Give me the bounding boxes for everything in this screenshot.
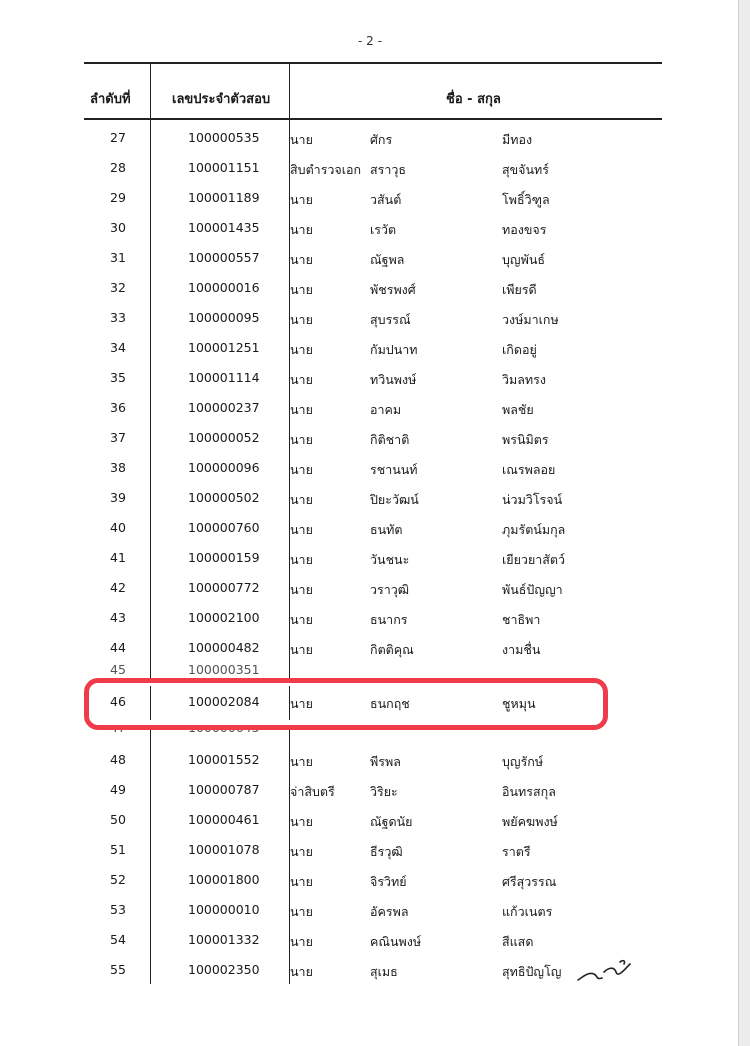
cell-title: นาย xyxy=(290,252,313,267)
page-number: - 2 - xyxy=(358,34,382,48)
cell-last-name: เยียวยาสัตว์ xyxy=(502,552,566,567)
table-row xyxy=(0,574,738,604)
cell-title: นาย xyxy=(290,754,313,769)
cell-title: นาย xyxy=(290,934,313,949)
cell-title: นาย xyxy=(290,372,313,387)
cell-first-name: ทวินพงษ์ xyxy=(370,372,417,387)
cell-title: นาย xyxy=(290,582,313,597)
cell-last-name: สีแสด xyxy=(502,934,534,949)
cell-last-name: พรนิมิตร xyxy=(502,432,549,447)
cell-no: 49 xyxy=(110,782,126,797)
cell-id: 100002084 xyxy=(188,694,260,709)
cell-title: นาย xyxy=(290,552,313,567)
cell-title: นาย xyxy=(290,462,313,477)
cell-no: 38 xyxy=(110,460,126,475)
cell-id: 100000557 xyxy=(188,250,260,265)
cell-first-name: คณินพงษ์ xyxy=(370,934,422,949)
cell-first-name: จิรวิทย์ xyxy=(370,874,407,889)
cell-first-name: กิติชาติ xyxy=(370,432,410,447)
cell-id: 100001800 xyxy=(188,872,260,887)
table-row xyxy=(0,214,738,244)
cell-last-name: ศรีสุวรรณ xyxy=(502,874,557,889)
table-row xyxy=(0,896,738,926)
cell-no: 28 xyxy=(110,160,126,175)
cell-title: นาย xyxy=(290,132,313,147)
highlighted-row xyxy=(0,688,738,718)
cell-title: นาย xyxy=(290,492,313,507)
cell-no: 44 xyxy=(110,640,126,655)
cell-id: 100001189 xyxy=(188,190,260,205)
cell-no: 48 xyxy=(110,752,126,767)
cell-title: นาย xyxy=(290,282,313,297)
cell-id: 100001151 xyxy=(188,160,260,175)
table-row xyxy=(0,776,738,806)
table-row xyxy=(0,274,738,304)
cell-no: 34 xyxy=(110,340,126,355)
cell-last-name: อินทรสกุล xyxy=(502,784,556,799)
cell-last-name: บุญรักษ์ xyxy=(502,754,544,769)
cell-last-name: งามชื่น xyxy=(502,642,541,657)
cell-id: 100000535 xyxy=(188,130,260,145)
cell-no: 40 xyxy=(110,520,126,535)
cell-first-name: ธนกฤช xyxy=(370,696,410,711)
cell-first-name: พัชรพงศ์ xyxy=(370,282,416,297)
cell-no: 54 xyxy=(110,932,126,947)
cell-id: 100001552 xyxy=(188,752,260,767)
table-row xyxy=(0,184,738,214)
cell-title: นาย xyxy=(290,432,313,447)
table-top-rule xyxy=(84,62,662,64)
cell-last-name: สุขจันทร์ xyxy=(502,162,549,177)
cell-title: จ่าสิบตรี xyxy=(290,784,335,799)
cell-id: 100000502 xyxy=(188,490,260,505)
cell-id: 100001114 xyxy=(188,370,260,385)
cell-no: 51 xyxy=(110,842,126,857)
cell-no: 30 xyxy=(110,220,126,235)
cell-title: นาย xyxy=(290,964,313,979)
cell-no: 31 xyxy=(110,250,126,265)
cell-last-name: น่วมวิโรจน์ xyxy=(502,492,563,507)
cell-no: 41 xyxy=(110,550,126,565)
cell-last-name: ทองขจร xyxy=(502,222,547,237)
cell-id: 100000010 xyxy=(188,902,260,917)
cell-id: 100001435 xyxy=(188,220,260,235)
header-no: ลำดับที่ xyxy=(90,92,131,107)
cell-no: 36 xyxy=(110,400,126,415)
cell-no: 50 xyxy=(110,812,126,827)
cell-last-name: แก้วเนตร xyxy=(502,904,553,919)
cell-title: นาย xyxy=(290,222,313,237)
cell-title: นาย xyxy=(290,522,313,537)
cell-no: 52 xyxy=(110,872,126,887)
cell-title: นาย xyxy=(290,402,313,417)
cell-id: 100001078 xyxy=(188,842,260,857)
cell-id: 100002350 xyxy=(188,962,260,977)
cell-title: นาย xyxy=(290,814,313,829)
cell-title: นาย xyxy=(290,874,313,889)
cell-id: 100002100 xyxy=(188,610,260,625)
cell-no: 29 xyxy=(110,190,126,205)
table-row xyxy=(0,244,738,274)
highlight-divider-2 xyxy=(289,686,290,720)
cell-last-name: โพธิ์วิฑูล xyxy=(502,192,550,207)
cell-id: 100000760 xyxy=(188,520,260,535)
cell-first-name: ศักร xyxy=(370,132,393,147)
cell-id: 100000787 xyxy=(188,782,260,797)
cell-first-name: สุบรรณ์ xyxy=(370,312,411,327)
cell-last-name: พลชัย xyxy=(502,402,534,417)
cell-no: 39 xyxy=(110,490,126,505)
table-header-rule xyxy=(84,118,662,120)
cell-first-name: ณัฐพล xyxy=(370,252,405,267)
cell-no: 27 xyxy=(110,130,126,145)
table-row xyxy=(0,604,738,634)
table-row xyxy=(0,484,738,514)
cell-id: 100000016 xyxy=(188,280,260,295)
cell-no: 32 xyxy=(110,280,126,295)
header-name: ชื่อ - สกุล xyxy=(446,92,501,107)
cell-no: 42 xyxy=(110,580,126,595)
table-row xyxy=(0,454,738,484)
cell-first-name: วสันต์ xyxy=(370,192,402,207)
cell-first-name: อัครพล xyxy=(370,904,409,919)
cell-first-name: สุเมธ xyxy=(370,964,398,979)
header-id: เลขประจำตัวสอบ xyxy=(172,92,271,107)
cell-first-name: วิริยะ xyxy=(370,784,398,799)
cell-id: 100000096 xyxy=(188,460,260,475)
signature-mark xyxy=(574,950,636,990)
table-row xyxy=(0,514,738,544)
cell-first-name: เรวัต xyxy=(370,222,397,237)
cell-last-name: ชาธิพา xyxy=(502,612,541,627)
table-row xyxy=(0,424,738,454)
table-row xyxy=(0,544,738,574)
table-row xyxy=(0,154,738,184)
cell-first-name: ณัฐดนัย xyxy=(370,814,413,829)
highlight-divider-1 xyxy=(150,686,151,720)
cell-last-name: เณรพลอย xyxy=(502,462,556,477)
cell-first-name: อาคม xyxy=(370,402,402,417)
cell-first-name: วันชนะ xyxy=(370,552,410,567)
cell-last-name: ชูหมุน xyxy=(502,696,536,711)
table-row xyxy=(0,334,738,364)
table-row xyxy=(0,394,738,424)
cell-first-name: สราวุธ xyxy=(370,162,407,177)
cell-last-name: เกิดอยู่ xyxy=(502,342,537,357)
table-row xyxy=(0,866,738,896)
cell-no: 53 xyxy=(110,902,126,917)
cell-title: นาย xyxy=(290,342,313,357)
cell-title: นาย xyxy=(290,642,313,657)
cell-title: สิบตำรวจเอก xyxy=(290,162,362,177)
cell-first-name: ปิยะวัฒน์ xyxy=(370,492,419,507)
table-row xyxy=(0,806,738,836)
cell-first-name: กัมปนาท xyxy=(370,342,418,357)
cell-id: 100000461 xyxy=(188,812,260,827)
cell-title: นาย xyxy=(290,696,313,711)
table-row xyxy=(0,634,738,664)
table-row xyxy=(0,836,738,866)
table-row xyxy=(0,746,738,776)
cell-last-name: บุญพันธ์ xyxy=(502,252,545,267)
cell-no: 33 xyxy=(110,310,126,325)
cell-no: 43 xyxy=(110,610,126,625)
cell-id: 100000772 xyxy=(188,580,260,595)
cell-title: นาย xyxy=(290,312,313,327)
cell-first-name: พีรพล xyxy=(370,754,401,769)
cell-first-name: ธนทัต xyxy=(370,522,403,537)
cell-title: นาย xyxy=(290,612,313,627)
cell-last-name: ภุมรัตน์มกุล xyxy=(502,522,566,537)
cell-last-name: พันธ์ปัญญา xyxy=(502,582,563,597)
cell-first-name: กิตติคุณ xyxy=(370,642,414,657)
cell-id: 100000159 xyxy=(188,550,260,565)
cell-title: นาย xyxy=(290,192,313,207)
cell-first-name: ธีรวุฒิ xyxy=(370,844,403,859)
cell-first-name: รชานนท์ xyxy=(370,462,418,477)
cell-last-name: วงษ์มาเกษ xyxy=(502,312,559,327)
cell-no: 46 xyxy=(110,694,126,709)
cell-id: 100001332 xyxy=(188,932,260,947)
cell-id: 100000052 xyxy=(188,430,260,445)
cell-no: 35 xyxy=(110,370,126,385)
cell-first-name: ธนากร xyxy=(370,612,408,627)
cell-last-name: ราตรี xyxy=(502,844,531,859)
cell-id: 100000095 xyxy=(188,310,260,325)
cell-first-name: วราวุฒิ xyxy=(370,582,410,597)
cell-title: นาย xyxy=(290,904,313,919)
table-row xyxy=(0,124,738,154)
table-row xyxy=(0,364,738,394)
cell-title: นาย xyxy=(290,844,313,859)
cell-last-name: สุทธิปัญโญ xyxy=(502,964,562,979)
cell-id: 100000237 xyxy=(188,400,260,415)
cell-last-name: วิมลทรง xyxy=(502,372,546,387)
cell-last-name: มีทอง xyxy=(502,132,533,147)
cell-id: 100000482 xyxy=(188,640,260,655)
table-row xyxy=(0,304,738,334)
cell-last-name: เพียรดี xyxy=(502,282,537,297)
cell-no: 37 xyxy=(110,430,126,445)
row-45-partial: 45 100000351 xyxy=(110,662,260,677)
cell-last-name: พยัคฆพงษ์ xyxy=(502,814,558,829)
cell-id: 100001251 xyxy=(188,340,260,355)
cell-no: 55 xyxy=(110,962,126,977)
